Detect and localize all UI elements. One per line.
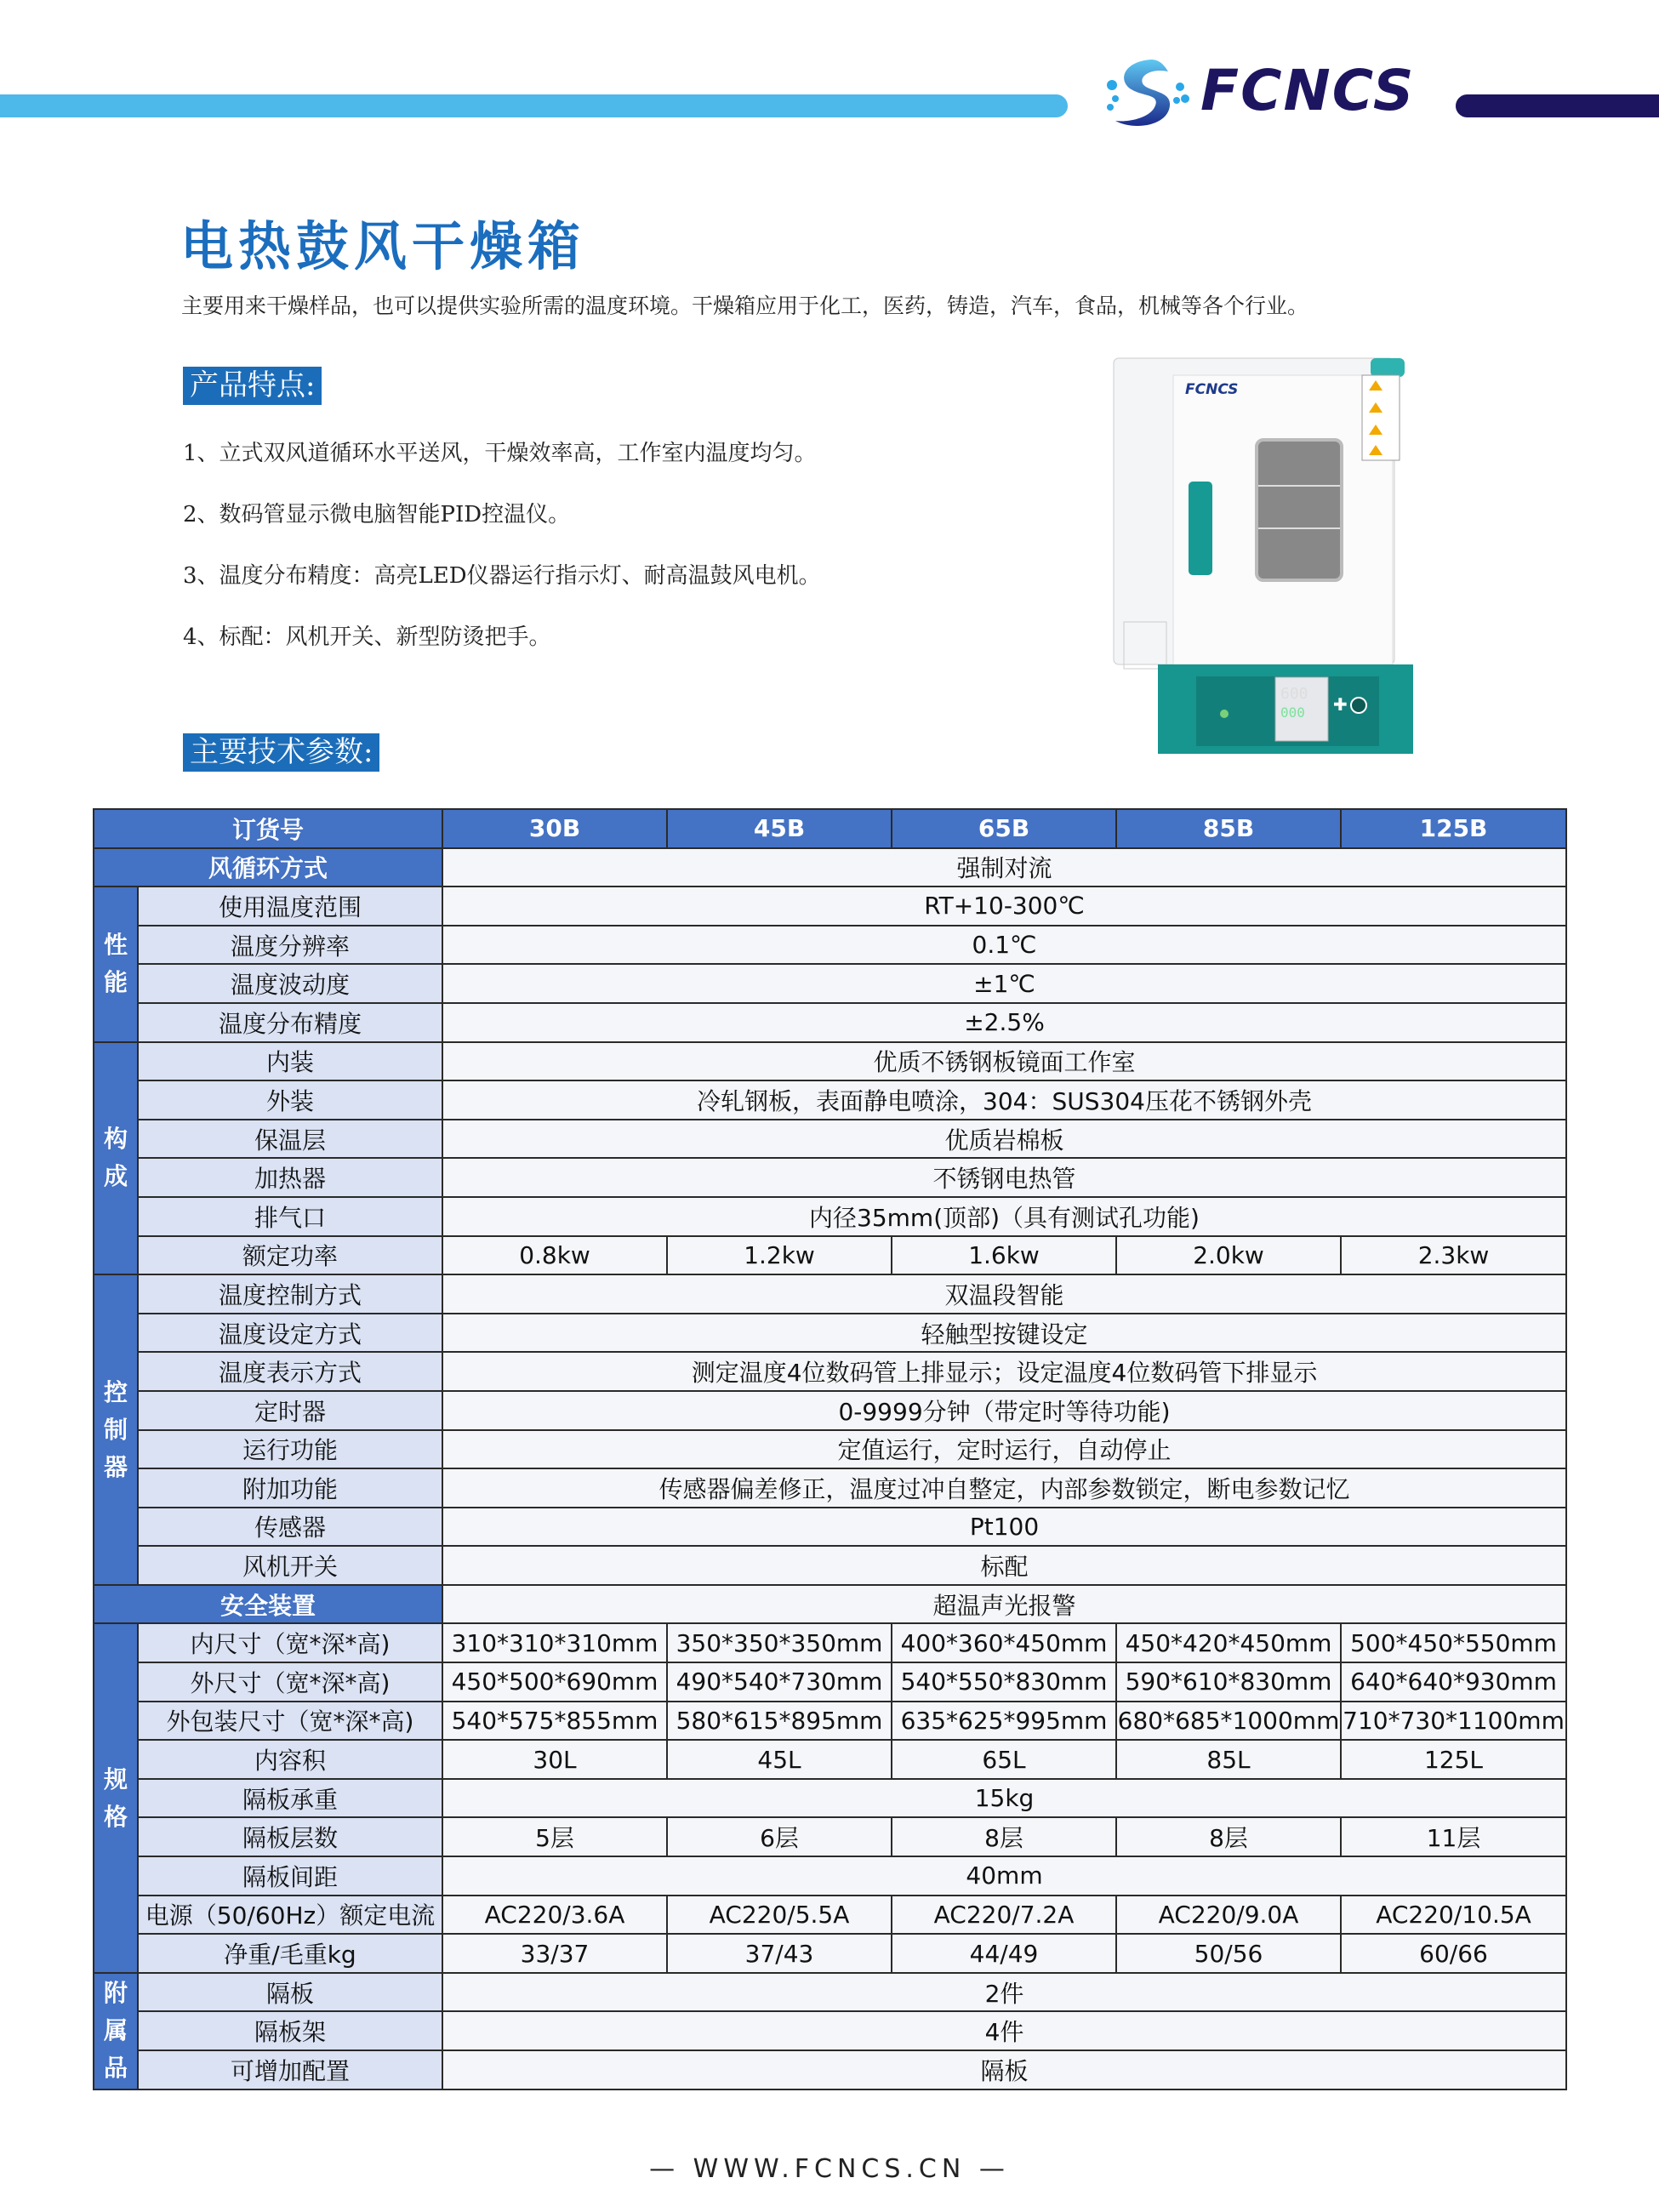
spec-table [93, 808, 1567, 2090]
row-value: 优质岩棉板 [442, 1120, 1566, 1159]
table-row [94, 1274, 1566, 1314]
row-value: 定值运行，定时运行，自动停止 [442, 1430, 1566, 1469]
table-row [94, 1817, 1566, 1856]
row-label: 隔板承重 [138, 1779, 442, 1818]
table-row [94, 1740, 1566, 1779]
row-value: 强制对流 [442, 848, 1566, 887]
row-label: 内尺寸（宽*深*高) [138, 1623, 442, 1662]
table-row [94, 1003, 1566, 1042]
group-label: 规格 [104, 1764, 128, 1831]
row-label: 风机开关 [138, 1546, 442, 1585]
drying-oven-illustration [1107, 350, 1423, 760]
feature-item: 1、立式双风道循环水平送风，干燥效率高，工作室内温度均匀。 [183, 441, 817, 466]
row-label: 温度表示方式 [138, 1352, 442, 1391]
header-model: 30B [442, 809, 667, 848]
specs-heading: 主要技术参数: [183, 733, 379, 772]
header-order-number: 订货号 [94, 809, 442, 848]
row-value: 4件 [442, 2011, 1566, 2050]
row-value: 30L [442, 1740, 667, 1779]
row-value: 540*575*855mm [442, 1702, 667, 1741]
table-row [94, 887, 1566, 926]
row-value: 冷轧钢板，表面静电喷涂，304：SUS304压花不锈钢外壳 [442, 1080, 1566, 1120]
row-label: 温度波动度 [138, 964, 442, 1003]
row-label: 外尺寸（宽*深*高) [138, 1662, 442, 1702]
row-label: 排气口 [138, 1197, 442, 1236]
row-value: 1.2kw [667, 1236, 892, 1275]
row-value: ±1℃ [442, 964, 1566, 1003]
table-row [94, 1391, 1566, 1430]
table-row [94, 1973, 1566, 2012]
feature-item: 4、标配：风机开关、新型防烫把手。 [183, 624, 551, 650]
swirl-logo-icon [1100, 53, 1194, 134]
row-value: 85L [1116, 1740, 1341, 1779]
row-value: RT+10-300℃ [442, 887, 1566, 926]
row-value: 8层 [892, 1817, 1116, 1856]
row-value: 15kg [442, 1779, 1566, 1818]
row-value: ±2.5% [442, 1003, 1566, 1042]
row-label: 隔板 [138, 1973, 442, 2012]
table-row [94, 1934, 1566, 1973]
display-top: 600 [1280, 685, 1308, 703]
row-value: AC220/5.5A [667, 1896, 892, 1935]
row-value: 1.6kw [892, 1236, 1116, 1275]
row-value: 40mm [442, 1856, 1566, 1896]
row-value: AC220/10.5A [1341, 1896, 1566, 1935]
row-value: 8层 [1116, 1817, 1341, 1856]
row-value: AC220/9.0A [1116, 1896, 1341, 1935]
table-row [94, 1352, 1566, 1391]
row-value: Pt100 [442, 1508, 1566, 1547]
row-value: 490*540*730mm [667, 1662, 892, 1702]
row-value: 44/49 [892, 1934, 1116, 1973]
row-label: 净重/毛重kg [138, 1934, 442, 1973]
table-header-row [94, 809, 1566, 848]
product-image [1107, 350, 1423, 760]
table-row [94, 1120, 1566, 1159]
group-cell [94, 1274, 138, 1585]
row-value: 标配 [442, 1546, 1566, 1585]
table-row [94, 1468, 1566, 1508]
row-value: 37/43 [667, 1934, 892, 1973]
row-value: 580*615*895mm [667, 1702, 892, 1741]
row-value: 双温段智能 [442, 1274, 1566, 1314]
header-model: 45B [667, 809, 892, 848]
table-row [94, 1779, 1566, 1818]
row-label: 隔板层数 [138, 1817, 442, 1856]
table-row [94, 1662, 1566, 1702]
row-label: 传感器 [138, 1508, 442, 1547]
table-row [94, 1236, 1566, 1275]
row-value: 0.1℃ [442, 926, 1566, 965]
feature-item: 2、数码管显示微电脑智能PID控温仪。 [183, 502, 571, 527]
row-value: 65L [892, 1740, 1116, 1779]
table-row [94, 1623, 1566, 1662]
table-row [94, 926, 1566, 965]
row-value: 125L [1341, 1740, 1566, 1779]
row-value: AC220/7.2A [892, 1896, 1116, 1935]
row-label: 保温层 [138, 1120, 442, 1159]
row-value: 内径35mm(顶部)（具有测试孔功能) [442, 1197, 1566, 1236]
row-value: 45L [667, 1740, 892, 1779]
row-label: 运行功能 [138, 1430, 442, 1469]
group-cell [94, 1973, 138, 2089]
row-label: 温度设定方式 [138, 1314, 442, 1353]
header-light-bar [0, 94, 1068, 117]
group-label: 附属品 [104, 1979, 128, 2083]
row-value: 传感器偏差修正，温度过冲自整定，内部参数锁定，断电参数记忆 [442, 1468, 1566, 1508]
group-label: 性能 [104, 931, 128, 997]
row-value: 310*310*310mm [442, 1623, 667, 1662]
row-value: 710*730*1100mm [1341, 1702, 1566, 1741]
row-value: 350*350*350mm [667, 1623, 892, 1662]
table-row [94, 1042, 1566, 1081]
row-value: 33/37 [442, 1934, 667, 1973]
table-row [94, 1197, 1566, 1236]
table-row [94, 1430, 1566, 1469]
row-value: 640*640*930mm [1341, 1662, 1566, 1702]
row-label: 电源（50/60Hz）额定电流 [138, 1896, 442, 1935]
row-value: 6层 [667, 1817, 892, 1856]
row-value: 2.3kw [1341, 1236, 1566, 1275]
row-value: 50/56 [1116, 1934, 1341, 1973]
group-cell [94, 1623, 138, 1972]
table-row [94, 2050, 1566, 2089]
row-value: 11层 [1341, 1817, 1566, 1856]
table-row [94, 1508, 1566, 1547]
row-label: 定时器 [138, 1391, 442, 1430]
table-row [94, 964, 1566, 1003]
row-value: 60/66 [1341, 1934, 1566, 1973]
row-label: 温度分布精度 [138, 1003, 442, 1042]
header-model: 125B [1341, 809, 1566, 848]
row-label: 附加功能 [138, 1468, 442, 1508]
table-row [94, 848, 1566, 887]
row-label: 内装 [138, 1042, 442, 1081]
table-row [94, 1158, 1566, 1197]
table-row [94, 1314, 1566, 1353]
row-value: 680*685*1000mm [1116, 1702, 1341, 1741]
row-value: 2件 [442, 1973, 1566, 2012]
row-label: 风循环方式 [94, 848, 442, 887]
row-value: 0.8kw [442, 1236, 667, 1275]
row-label: 安全装置 [94, 1585, 442, 1624]
features-heading: 产品特点: [183, 367, 322, 405]
brand-name: FCNCS [1200, 58, 1416, 123]
page-title: 电热鼓风干燥箱 [180, 215, 586, 277]
display-bottom: 000 [1280, 704, 1305, 721]
row-value: 超温声光报警 [442, 1585, 1566, 1624]
row-label: 温度控制方式 [138, 1274, 442, 1314]
table-row [94, 1585, 1566, 1624]
table-row [94, 2011, 1566, 2050]
header-dark-bar [1456, 94, 1659, 117]
row-value: 590*610*830mm [1116, 1662, 1341, 1702]
header-model: 65B [892, 809, 1116, 848]
website-footer: — WWW.FCNCS.CN — [649, 2154, 1010, 2184]
product-description: 主要用来干燥样品，也可以提供实验所需的温度环境。干燥箱应用于化工，医药，铸造，汽车，食品，机械等各个行业。 [181, 294, 1309, 318]
row-value: 轻触型按键设定 [442, 1314, 1566, 1353]
row-label: 隔板架 [138, 2011, 442, 2050]
row-value: 635*625*995mm [892, 1702, 1116, 1741]
row-label: 外包装尺寸（宽*深*高) [138, 1702, 442, 1741]
table-row [94, 1896, 1566, 1935]
row-value: 2.0kw [1116, 1236, 1341, 1275]
group-cell [94, 1042, 138, 1275]
group-label: 控制器 [104, 1377, 128, 1481]
product-brand-label: FCNCS [1185, 381, 1239, 398]
table-row [94, 1080, 1566, 1120]
row-label: 隔板间距 [138, 1856, 442, 1896]
row-value: 400*360*450mm [892, 1623, 1116, 1662]
row-label: 可增加配置 [138, 2050, 442, 2089]
svg-text:✚: ✚ [1333, 694, 1348, 715]
feature-item: 3、温度分布精度：高亮LED仪器运行指示灯、耐高温鼓风电机。 [183, 563, 821, 589]
row-value: 500*450*550mm [1341, 1623, 1566, 1662]
group-cell [94, 887, 138, 1041]
row-value: AC220/3.6A [442, 1896, 667, 1935]
row-value: 540*550*830mm [892, 1662, 1116, 1702]
table-row [94, 1546, 1566, 1585]
row-value: 不锈钢电热管 [442, 1158, 1566, 1197]
row-value: 450*420*450mm [1116, 1623, 1341, 1662]
row-value: 5层 [442, 1817, 667, 1856]
row-label: 加热器 [138, 1158, 442, 1197]
row-label: 内容积 [138, 1740, 442, 1779]
row-value: 优质不锈钢板镜面工作室 [442, 1042, 1566, 1081]
row-label: 使用温度范围 [138, 887, 442, 926]
row-value: 隔板 [442, 2050, 1566, 2089]
row-label: 温度分辨率 [138, 926, 442, 965]
brand-logo [1100, 53, 1432, 134]
row-value: 450*500*690mm [442, 1662, 667, 1702]
table-row [94, 1702, 1566, 1741]
row-label: 外装 [138, 1080, 442, 1120]
row-value: 测定温度4位数码管上排显示；设定温度4位数码管下排显示 [442, 1352, 1566, 1391]
table-row [94, 1856, 1566, 1896]
group-label: 构成 [104, 1125, 128, 1191]
row-value: 0-9999分钟（带定时等待功能) [442, 1391, 1566, 1430]
header-model: 85B [1116, 809, 1341, 848]
row-label: 额定功率 [138, 1236, 442, 1275]
